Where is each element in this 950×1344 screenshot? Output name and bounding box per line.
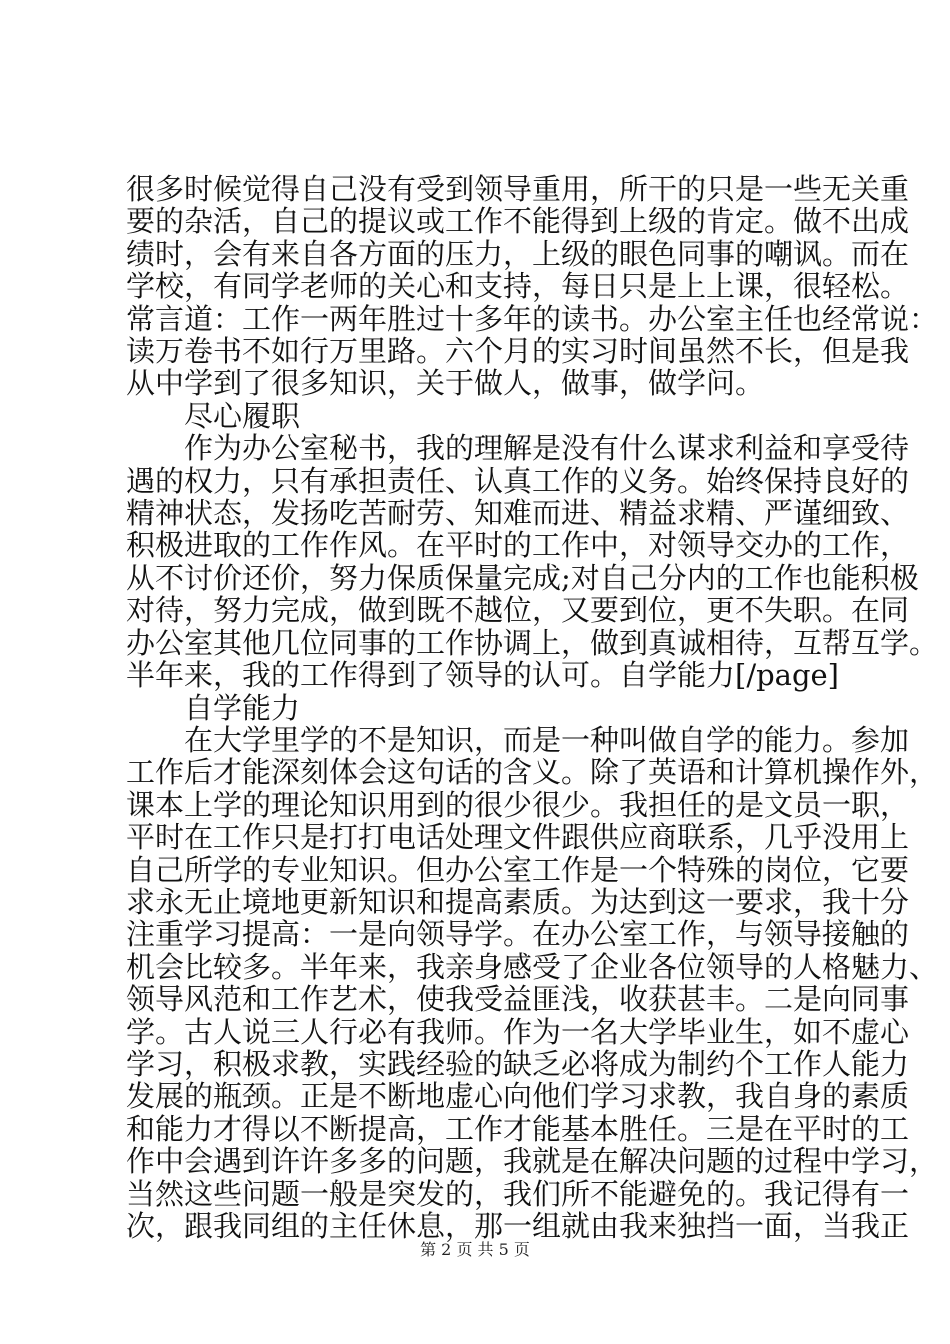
text-line: 发展的瓶颈。正是不断地虚心向他们学习求教，我自身的素质 — [126, 1079, 910, 1114]
text-line: 办公室其他几位同事的工作协调上，做到真诚相待，互帮互学。 — [126, 625, 939, 660]
text-line: 作为办公室秘书，我的理解是没有什么谋求利益和享受待 — [184, 431, 910, 466]
text-line: 课本上学的理论知识用到的很少很少。我担任的是文员一职， — [126, 787, 910, 822]
page-number-footer: 第 2 页 共 5 页 — [420, 1240, 530, 1259]
text-line: 常言道：工作一两年胜过十多年的读书。办公室主任也经常说： — [126, 301, 939, 336]
text-line: 作中会遇到许许多多的问题，我就是在解决问题的过程中学习， — [126, 1144, 939, 1179]
text-line: 从中学到了很多知识，关于做人，做事，做学问。 — [126, 366, 765, 401]
text-line: 次，跟我同组的主任休息，那一组就由我来独挡一面，当我正 — [126, 1209, 910, 1243]
text-line: 注重学习提高：一是向领导学。在办公室工作，与领导接触的 — [126, 917, 910, 952]
text-line: 绩时，会有来自各方面的压力，上级的眼色同事的嘲讽。而在 — [126, 236, 910, 271]
document-body — [126, 172, 939, 1243]
text-line: 学校，有同学老师的关心和支持，每日只是上上课，很轻松。 — [126, 269, 910, 304]
text-line: 自己所学的专业知识。但办公室工作是一个特殊的岗位，它要 — [126, 852, 910, 887]
text-line: 求永无止境地更新知识和提高素质。为达到这一要求，我十分 — [126, 884, 910, 919]
text-line: 领导风范和工作艺术，使我受益匪浅，收获甚丰。二是向同事 — [126, 982, 910, 1017]
text-line: 学。古人说三人行必有我师。作为一名大学毕业生，如不虚心 — [126, 1014, 910, 1049]
text-line: 和能力才得以不断提高，工作才能基本胜任。三是在平时的工 — [126, 1111, 910, 1146]
text-line: 半年来，我的工作得到了领导的认可。自学能力[/page] — [126, 658, 839, 693]
text-line: 学习，积极求教，实践经验的缺乏必将成为制约个工作人能力 — [126, 1046, 910, 1081]
section-heading: 尽心履职 — [184, 398, 301, 433]
text-line: 精神状态，发扬吃苦耐劳、知难而进、精益求精、严谨细致、 — [126, 496, 910, 531]
text-line: 积极进取的工作作风。在平时的工作中，对领导交办的工作， — [126, 528, 910, 563]
text-line: 在大学里学的不是知识，而是一种叫做自学的能力。参加 — [184, 722, 910, 757]
section-heading: 自学能力 — [184, 690, 301, 725]
text-line: 平时在工作只是打打电话处理文件跟供应商联系，几乎没用上 — [126, 820, 910, 855]
text-line: 对待，努力完成，做到既不越位，又要到位，更不失职。在同 — [126, 593, 910, 628]
text-line: 从不讨价还价，努力保质保量完成;对自己分内的工作也能积极 — [126, 560, 919, 595]
text-line: 很多时候觉得自己没有受到领导重用，所干的只是一些无关重 — [126, 172, 910, 206]
text-line: 机会比较多。半年来，我亲身感受了企业各位领导的人格魅力、 — [126, 949, 939, 984]
text-line: 读万卷书不如行万里路。六个月的实习时间虽然不长，但是我 — [126, 334, 910, 369]
text-line: 当然这些问题一般是突发的，我们所不能避免的。我记得有一 — [126, 1176, 910, 1211]
text-line: 要的杂活，自己的提议或工作不能得到上级的肯定。做不出成 — [126, 204, 910, 239]
text-line: 工作后才能深刻体会这句话的含义。除了英语和计算机操作外， — [126, 755, 939, 790]
text-line: 遇的权力，只有承担责任、认真工作的义务。始终保持良好的 — [126, 463, 910, 498]
